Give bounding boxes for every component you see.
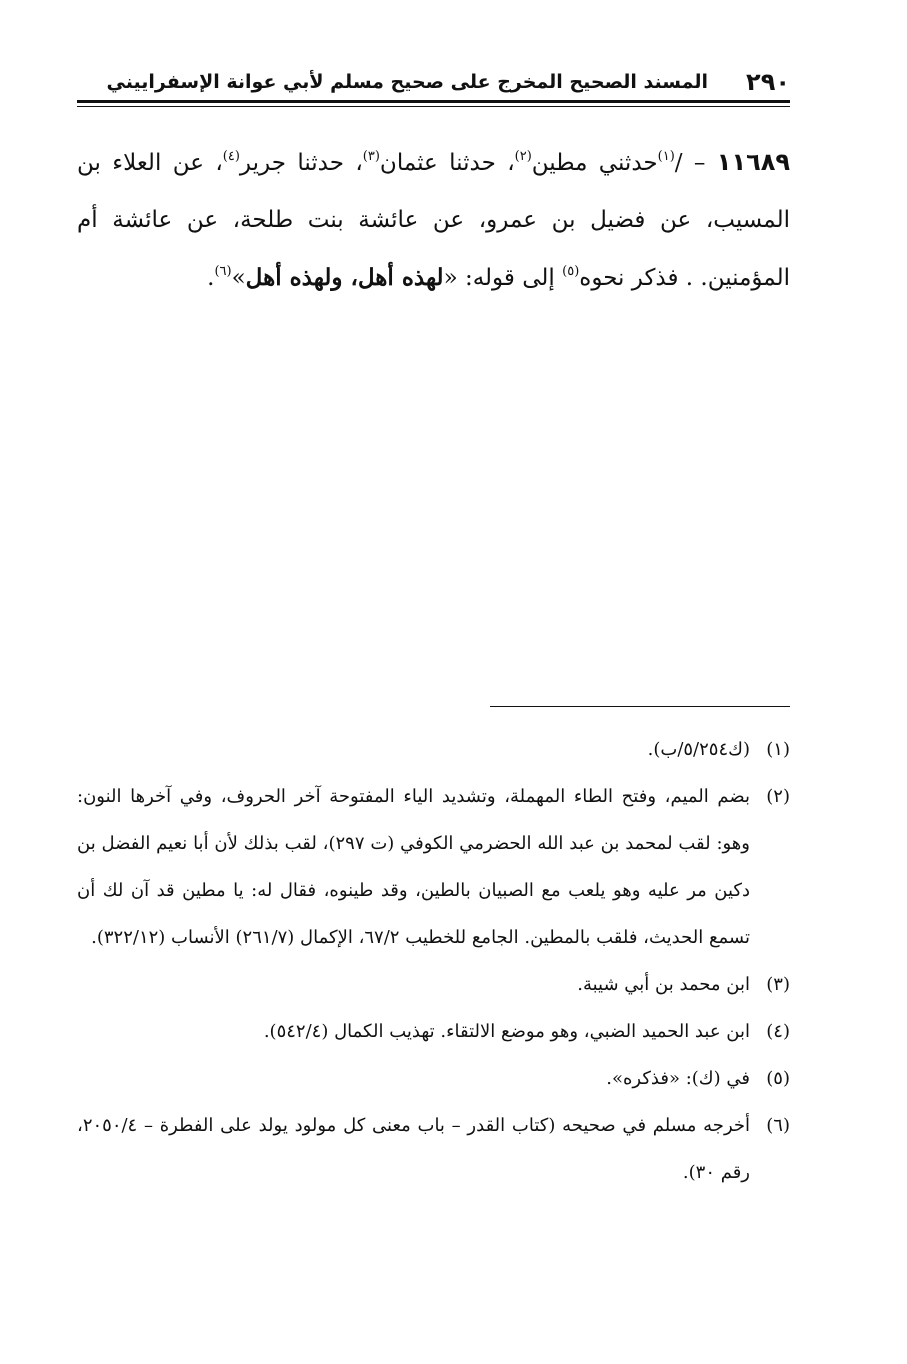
footnote-2 xyxy=(77,773,790,961)
footnote-text: أخرجه مسلم في صحيحه (كتاب القدر – باب معنى كل مولود يولد على الفطرة – ٢٠٥٠/٤، رقم ٣٠). xyxy=(77,1115,750,1183)
header-rule-thick xyxy=(77,100,790,103)
footnote-text: (ك٥/٢٥٤/ب). xyxy=(647,739,750,760)
footnote-ref-6: (٦) xyxy=(214,264,232,279)
footnote-3 xyxy=(77,961,790,1008)
footnote-text: ابن عبد الحميد الضبي، وهو موضع الالتقاء. تهذيب الكمال (٥٤٢/٤). xyxy=(263,1021,750,1042)
footnote-mark: (٥) xyxy=(766,1068,790,1089)
hadith-part-4: ، عن العلاء بن المسيب، عن فضيل بن عمرو، عن عائشة بنت طلحة، عن عائشة أم المؤمنين. . فذكر نحوه xyxy=(77,150,790,291)
hadith-dash: – / xyxy=(674,150,717,176)
footnote-text: بضم الميم، وفتح الطاء المهملة، وتشديد الياء المفتوحة آخر الحروف، وفي آخرها النون: وهو: لقب لمحمد بن عبد الله الحضرمي الكوفي (ت ٢٩٧)، لقب بذلك لأن أبا نعيم الفضل بن دكين مر عليه وهو يلعب مع الصبيان بالطين، وقد طينوه، فقال له: يا مطين قد آن لك أن تسمع الحديث، فلقب بالمطين. الجامع للخطيب ٦٧/٢، الإكمال (٢٦١/٧) الأنساب (٣٢٢/١٢). xyxy=(77,786,750,948)
footnote-separator xyxy=(490,706,790,707)
hadith-quote-close: » xyxy=(231,265,246,291)
book-title: المسند الصحيح المخرج على صحيح مسلم لأبي عوانة الإسفراييني xyxy=(106,71,708,93)
header-rule-thin xyxy=(77,106,790,107)
footnote-mark: (٣) xyxy=(766,974,790,995)
footnote-1 xyxy=(77,726,790,773)
hadith-number: ١١٦٨٩ xyxy=(716,148,791,176)
footnote-ref-5: (٥) xyxy=(562,264,580,279)
hadith-quote: لهذه أهل، ولهذه أهل xyxy=(245,264,444,291)
footnote-ref-4: (٤) xyxy=(222,149,240,164)
footnote-text: في (ك): «فذكره». xyxy=(606,1068,750,1089)
page-number: ٢٩٠ xyxy=(746,68,790,96)
hadith-part-3: ، حدثنا جرير xyxy=(239,150,363,176)
footnote-6 xyxy=(77,1102,790,1196)
hadith-text xyxy=(77,134,790,307)
footnote-mark: (٦) xyxy=(766,1115,790,1136)
footnote-mark: (١) xyxy=(766,739,790,760)
footnote-ref-3: (٣) xyxy=(362,149,380,164)
footnotes xyxy=(77,726,790,1196)
footnote-mark: (٢) xyxy=(766,786,790,807)
footnote-ref-2: (٢) xyxy=(514,149,532,164)
footnote-4 xyxy=(77,1008,790,1055)
footnote-ref-1: (١) xyxy=(657,149,675,164)
hadith-part-1: حدثني مطين xyxy=(531,150,658,176)
hadith-end: . xyxy=(207,265,215,291)
footnote-5 xyxy=(77,1055,790,1102)
running-header xyxy=(70,66,790,98)
footnote-mark: (٤) xyxy=(766,1021,790,1042)
hadith-part-5: إلى قوله: « xyxy=(443,265,563,291)
hadith-part-2: ، حدثنا عثمان xyxy=(379,150,515,176)
footnote-text: ابن محمد بن أبي شيبة. xyxy=(577,974,750,995)
